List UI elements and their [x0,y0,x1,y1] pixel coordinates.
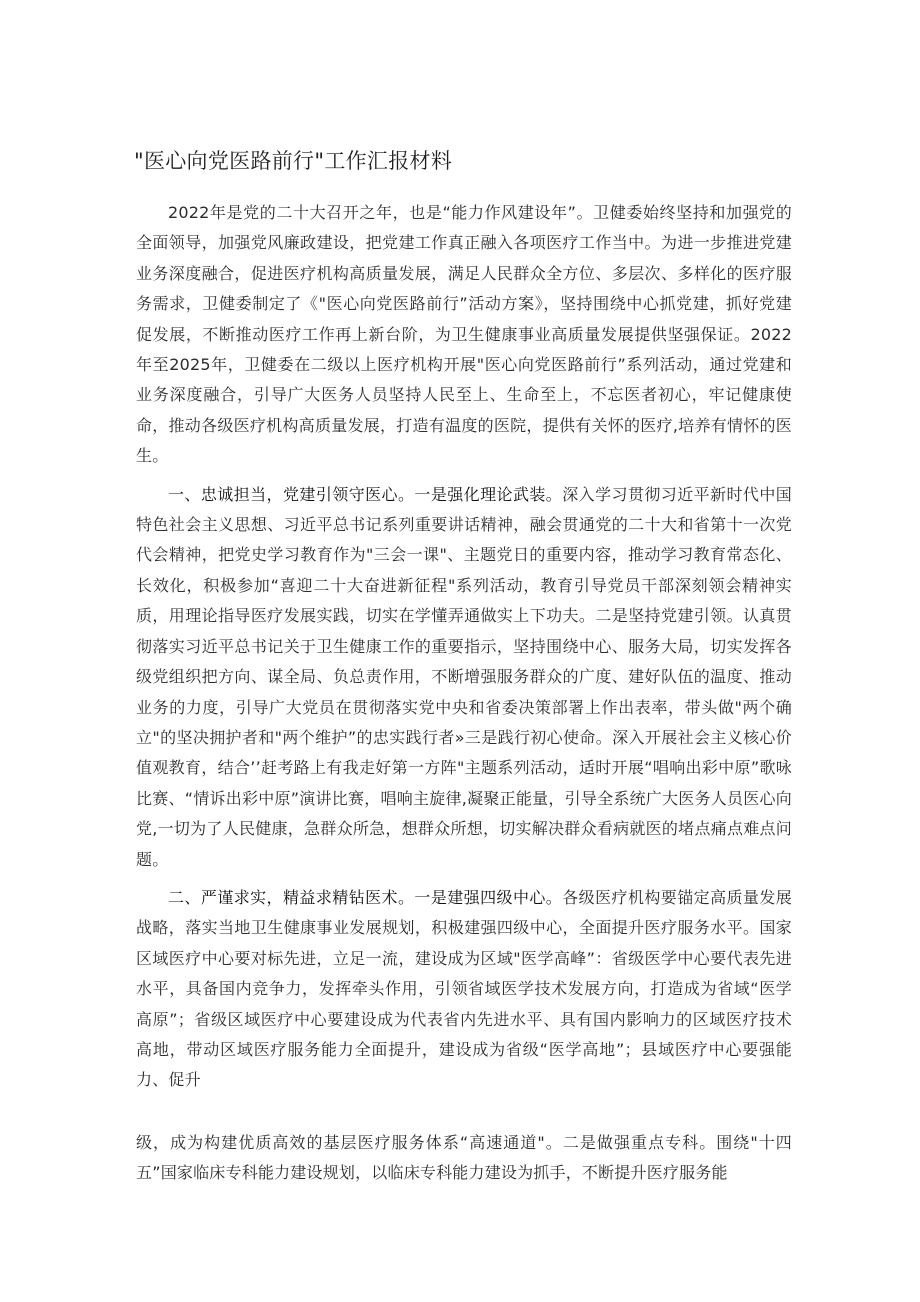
document-body [136,198,792,1096]
paragraph-intro [136,198,792,472]
document-continuation [136,1128,792,1189]
continuation-text: 级，成为构建优质高效的基层医疗服务体系“高速通道"。二是做强重点专科。围绕"十四五”国家临床专科能力建设规划，以临床专科能力建设为抓手，不断提升医疗服务能 [136,1133,792,1183]
section-one-heading: 一、忠诚担当，党建引领守医心。一是强化理论武装。 [168,484,563,504]
section-two-heading: 二、严谨求实，精益求精钻医术。一是建强四级中心。 [168,887,563,907]
section-two-text: 各级医疗机构要锚定高质量发展战略，落实当地卫生健康事业发展规划，积极建强四级中心，全面提升医疗服务水平。国家区域医疗中心要对标先进，立足一流，建设成为区域"医学高峰”：省级医学中心要代表先进水平，具备国内竞争力，发挥牵头作用，引领省域医学技术发展方向，打造成为省域“医学高原”；省级区域医疗中心要建设成为代表省内先进水平、具有国内影响力的区域医疗技术高地，带动区域医疗服务能力全面提升，建设成为省级“医学高地”；县域医疗中心要强能力、促升 [136,887,792,1090]
document-title: "医心向党医路前行"工作汇报材料 [134,149,453,173]
paragraph-continuation [136,1128,792,1189]
paragraph-intro-text: 2022年是党的二十大召开之年，也是“能力作风建设年”。卫健委始终坚持和加强党的全面领导，加强党风廉政建设，把党建工作真正融入各项医疗工作当中。为进一步推进党建业务深度融合，促进医疗机构高质量发展，满足人民群众全方位、多层次、多样化的医疗服务需求，卫健委制定了《"医心向党医路前行”活动方案》，坚持围绕中心抓党建，抓好党建促发展，不断推动医疗工作再上新台阶，为卫生健康事业高质量发展提供坚强保证。2022年至2025年，卫健委在二级以上医疗机构开展"医心向党医路前行”系列活动，通过党建和业务深度融合，引导广大医务人员坚持人民至上、生命至上，不忘医者初心，牢记健康使命，推动各级医疗机构高质量发展，打造有温度的医院，提供有关怀的医疗,培养有情怀的医生。 [136,203,792,466]
section-one-text: 深入学习贯彻习近平新时代中国特色社会主义思想、习近平总书记系列重要讲话精神，融会贯通党的二十大和省第十一次党代会精神，把党史学习教育作为"三会一课"、主题党日的重要内容，推动学习教育常态化、长效化，积极参加“喜迎二十大奋进新征程"系列活动，教育引导党员干部深刻领会精神实质，用理论指导医疗发展实践，切实在学懂弄通做实上下功夫。二是坚持党建引领。认真贯彻落实习近平总书记关于卫生健康工作的重要指示，坚持围绕中心、服务大局，切实发挥各级党组织把方向、谋全局、负总责作用，不断增强服务群众的广度、建好队伍的温度、推动业务的力度，引导广大党员在贯彻落实党中央和省委决策部署上作出表率，带头做"两个确立"的坚决拥护者和"两个维护”的忠实践行者»三是践行初心使命。深入开展社会主义核心价值观教育，结合’’赶考路上有我走好第一方阵"主题系列活动，适时开展“唱响出彩中原”歌咏比赛、“情诉出彩中原”演讲比赛，唱响主旋律,凝聚正能量，引导全系统广大医务人员医心向党,一切为了人民健康，急群众所急，想群众所想，切实解决群众看病就医的堵点痛点难点问题。 [136,484,792,869]
paragraph-section-two [136,883,792,1096]
paragraph-section-one [136,480,792,875]
